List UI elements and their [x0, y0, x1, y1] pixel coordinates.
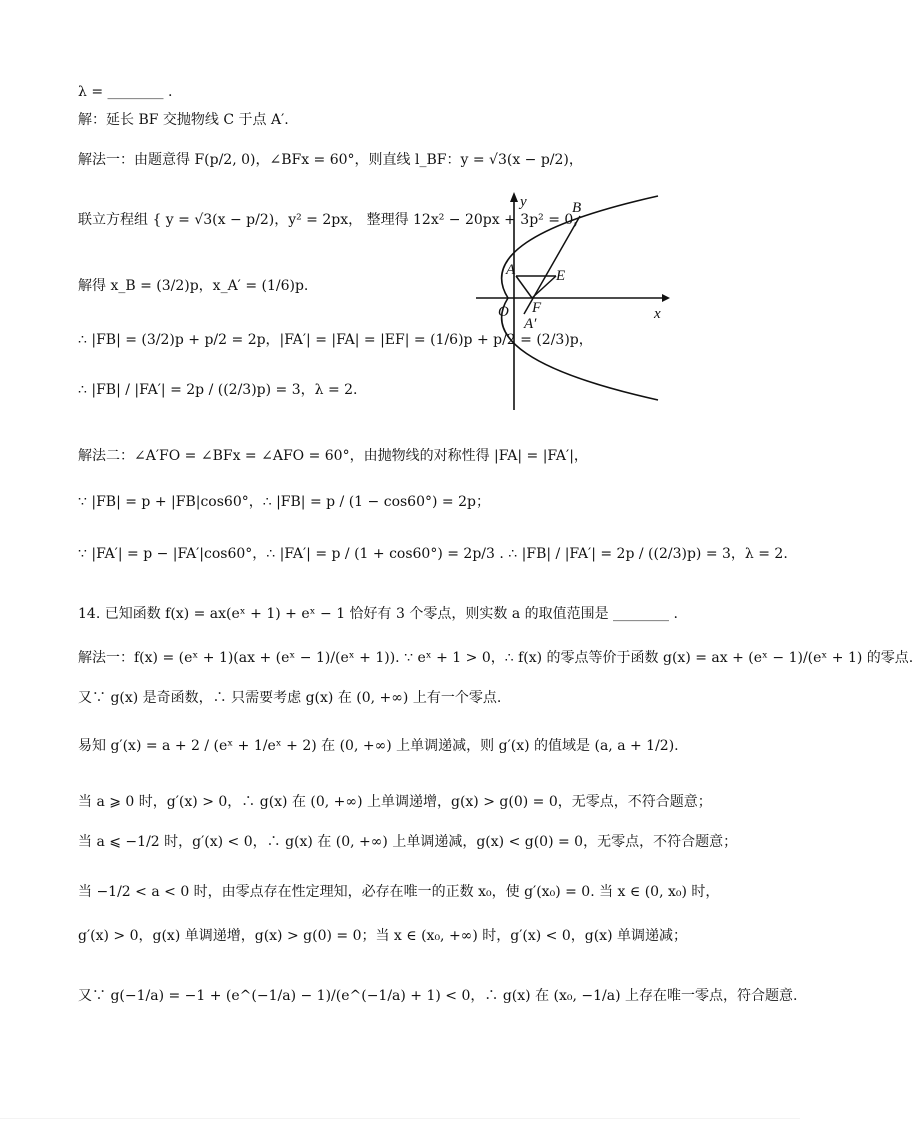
text-line-8: 解法二：∠A′FO = ∠BFx = ∠AFO = 60°，由抛物线的对称性得 |FA| = |FA′|， — [78, 448, 588, 464]
label-y: y — [520, 194, 527, 210]
label-a-prime: A′ — [524, 316, 537, 332]
parabola-figure — [476, 188, 676, 414]
text-line-16: 当 a ⩽ −1/2 时，g′(x) < 0，∴ g(x) 在 (0, +∞) 上单调递减，g(x) < g(0) = 0，无零点，不符合题意； — [78, 834, 738, 850]
label-x: x — [654, 306, 661, 322]
text-line-2: 解：延长 BF 交抛物线 C 于点 A′. — [78, 112, 289, 128]
label-b: B — [572, 200, 582, 216]
label-a: A — [506, 262, 516, 278]
text-line-15: 当 a ⩾ 0 时，g′(x) > 0，∴ g(x) 在 (0, +∞) 上单调递增，g(x) > g(0) = 0，无零点，不符合题意； — [78, 794, 712, 810]
label-e: E — [556, 268, 566, 284]
text-line-9: ∵ |FB| = p + |FB|cos60°，∴ |FB| = p / (1 − cos60°) = 2p； — [78, 494, 490, 510]
text-line-14: 易知 g′(x) = a + 2 / (eˣ + 1/eˣ + 2) 在 (0, +∞) 上单调递减，则 g′(x) 的值域是 (a, a + 1/2). — [78, 738, 679, 754]
text-line-7: ∴ |FB| / |FA′| = 2p / ((2/3)p) = 3，λ = 2. — [78, 382, 358, 398]
text-line-1: λ = ________ . — [78, 84, 173, 100]
text-line-18: g′(x) > 0，g(x) 单调递增，g(x) > g(0) = 0；当 x ∈ (x₀, +∞) 时，g′(x) < 0，g(x) 单调递减； — [78, 928, 687, 944]
text-line-11: 14. 已知函数 f(x) = ax(eˣ + 1) + eˣ − 1 恰好有 3 个零点，则实数 a 的取值范围是 ________ . — [78, 606, 678, 622]
label-f: F — [532, 300, 542, 316]
text-line-13: 又∵ g(x) 是奇函数，∴ 只需要考虑 g(x) 在 (0, +∞) 上有一个零点. — [78, 690, 502, 706]
text-line-19: 又∵ g(−1/a) = −1 + (e^(−1/a) − 1)/(e^(−1/a) + 1) < 0，∴ g(x) 在 (x₀, −1/a) 上存在唯一零点，符合题意. — [78, 988, 798, 1004]
text-line-10: ∵ |FA′| = p − |FA′|cos60°，∴ |FA′| = p / (1 + cos60°) = 2p/3 . ∴ |FB| / |FA′| = 2p / ((2/3)p) = 3，λ = 2. — [78, 546, 788, 562]
y-axis-arrow-icon — [510, 192, 518, 202]
text-line-6: ∴ |FB| = (3/2)p + p/2 = 2p，|FA′| = |FA| = |EF| = (1/6)p + p/2 = (2/3)p， — [78, 332, 593, 348]
text-line-17: 当 −1/2 < a < 0 时，由零点存在性定理知，必存在唯一的正数 x₀，使 g′(x₀) = 0. 当 x ∈ (0, x₀) 时， — [78, 884, 720, 900]
text-line-12: 解法一：f(x) = (eˣ + 1)(ax + (eˣ − 1)/(eˣ + 1)). ∵ eˣ + 1 > 0，∴ f(x) 的零点等价于函数 g(x) = ax + (eˣ − 1)/(eˣ + 1) 的零点. — [78, 650, 913, 666]
x-axis-arrow-icon — [662, 294, 670, 302]
segment-af — [516, 276, 532, 298]
page-bottom-rule — [0, 1118, 800, 1119]
text-line-3: 解法一：由题意得 F(p/2, 0)，∠BFx = 60°，则直线 l_BF：y = √3(x − p/2)， — [78, 152, 583, 168]
label-o: O — [498, 304, 509, 320]
text-line-5: 解得 x_B = (3/2)p，x_A′ = (1/6)p. — [78, 278, 309, 294]
text-line-4: 联立方程组 { y = √3(x − p/2)，y² = 2px， 整理得 12x² − 20px + 3p² = 0， — [78, 212, 588, 228]
